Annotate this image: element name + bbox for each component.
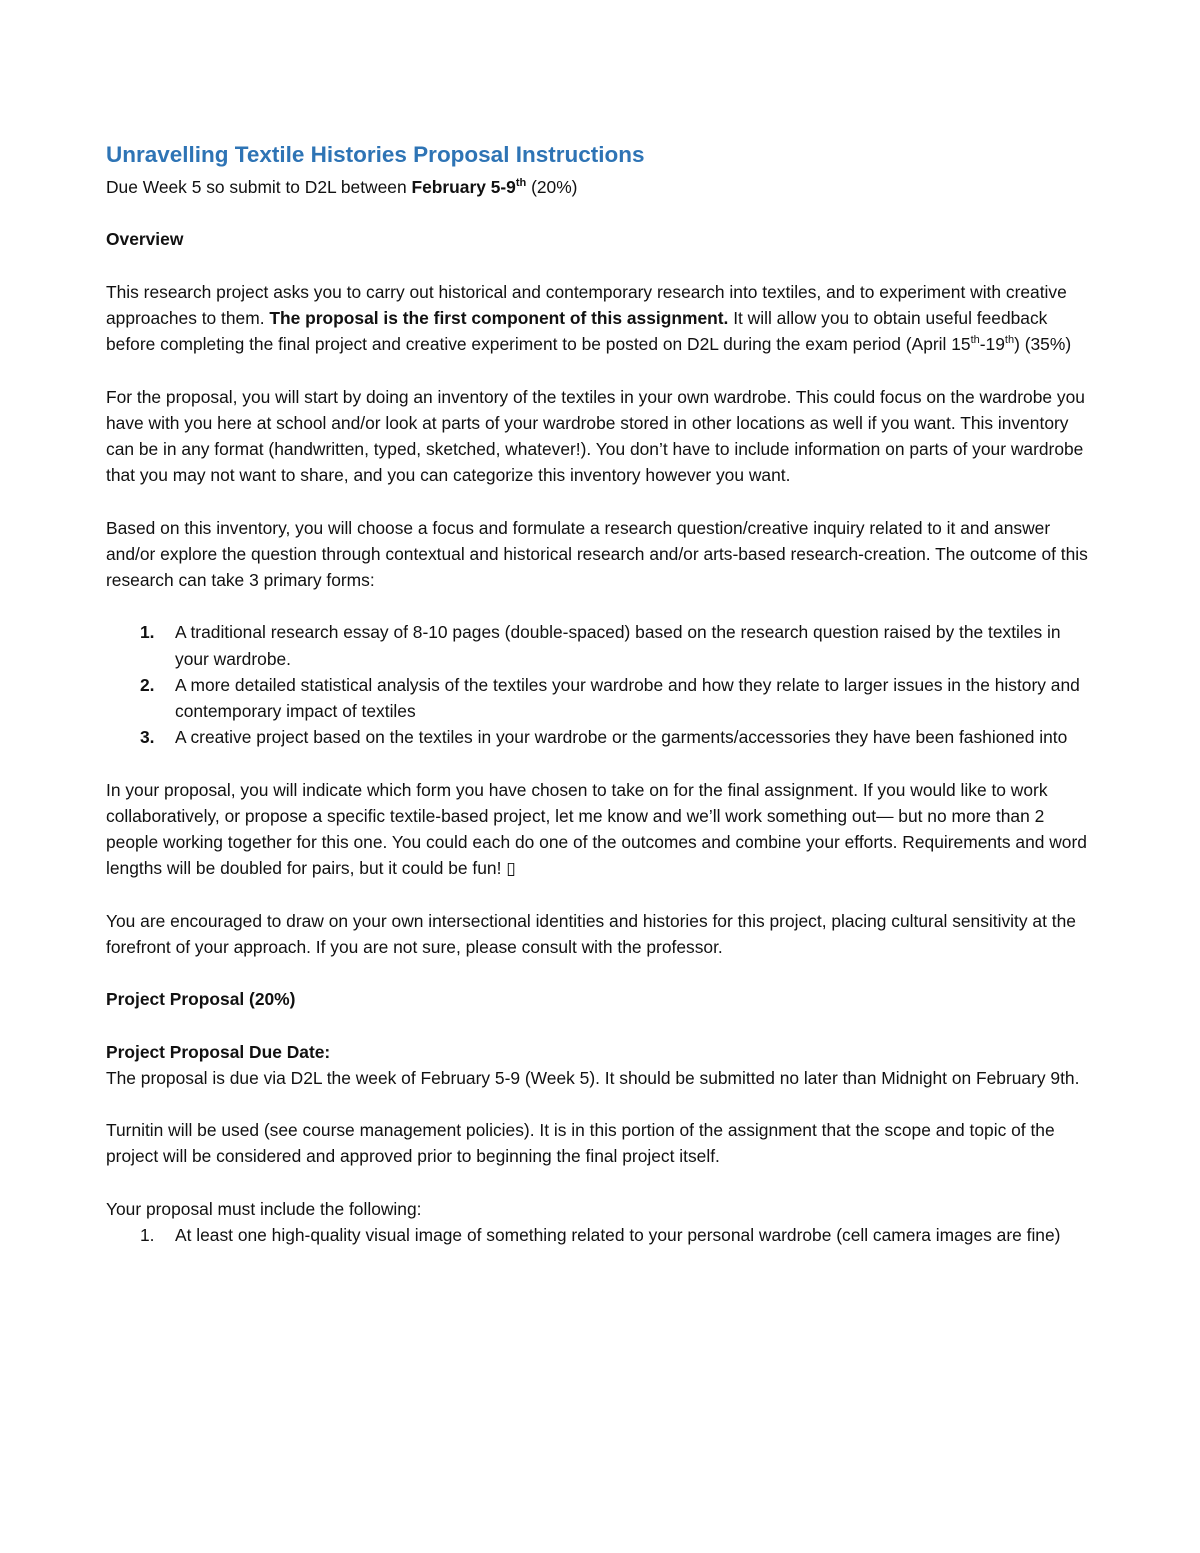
list-item — [106, 1222, 1096, 1248]
list-number: 2. — [140, 674, 155, 695]
list-text: At least one high-quality visual image of something related to your personal wardrobe (cell camera images are fine) — [175, 1224, 1061, 1245]
overview-paragraph-1: This research project asks you to carry out historical and contemporary research into textiles, and to experiment with creative approaches to them. The proposal is the first component of this assignment. It will allow you to obtain useful feedback before completing the final project and creative experiment to be posted on D2L during the exam period (April 15th-19th) (35%) — [106, 281, 1072, 355]
overview-paragraph-3: Based on this inventory, you will choose a focus and formulate a research question/creative inquiry related to it and answer and/or explore the question through contextual and historical research and/or arts-based research-creation. The outcome of this research can take 3 primary forms: — [106, 517, 1088, 590]
list-text: A creative project based on the textiles in your wardrobe or the garments/accessories they have been fashioned into — [175, 727, 1068, 748]
due-line — [106, 174, 1096, 200]
list-text: A more detailed statistical analysis of the textiles your wardrobe and how they relate to larger issues in the history and contemporary impact of textiles — [175, 674, 1080, 721]
overview-paragraph-5: You are encouraged to draw on your own intersectional identities and histories for this project, placing cultural sensitivity at the forefront of your approach. If you are not sure, please consult with the professor. — [106, 910, 1076, 957]
document-body — [106, 140, 1096, 1248]
outcome-forms-list — [106, 619, 1096, 750]
overview-paragraph-4: In your proposal, you will indicate which form you have chosen to take on for the final assignment. If you would like to work collaboratively, or propose a specific textile-based project, let me know and we’ll work something out— but no more than 2 people working together for this one. You could each do one of the outcomes and combine your efforts. Requirements and word lengths will be doubled for pairs, but it could be fun! ▯ — [106, 779, 1087, 879]
due-prefix: Due Week 5 so submit to D2L between — [106, 177, 412, 197]
overview-heading: Overview — [106, 229, 184, 250]
due-weight: (20%) — [526, 177, 578, 197]
requirements-list — [106, 1222, 1096, 1248]
project-proposal-heading: Project Proposal (20%) — [106, 989, 296, 1010]
list-number: 1. — [140, 1224, 155, 1245]
list-number: 3. — [140, 727, 155, 748]
list-item — [106, 619, 1096, 671]
list-item — [106, 672, 1096, 724]
due-date-text: The proposal is due via D2L the week of February 5-9 (Week 5). It should be submitted no later than Midnight on February 9th. — [106, 1067, 1080, 1088]
due-date: February 5-9th — [411, 177, 527, 197]
must-include-intro: Your proposal must include the following: — [106, 1198, 422, 1219]
list-number: 1. — [140, 622, 155, 643]
proposal-emphasis: The proposal is the first component of this assignment. — [269, 307, 729, 328]
list-item — [106, 724, 1096, 750]
list-text: A traditional research essay of 8-10 pages (double-spaced) based on the research question raised by the textiles in your wardrobe. — [175, 622, 1061, 669]
missing-glyph: ▯ — [506, 858, 516, 879]
turnitin-paragraph: Turnitin will be used (see course management policies). It is in this portion of the assignment that the scope and topic of the project will be considered and approved prior to beginning the final project itself. — [106, 1120, 1055, 1167]
document-title: Unravelling Textile Histories Proposal Instructions — [106, 142, 645, 167]
overview-paragraph-2: For the proposal, you will start by doing an inventory of the textiles in your own wardrobe. This could focus on the wardrobe you have with you here at school and/or look at parts of your wardrobe stored in other locations as well if you want. This inventory can be in any format (handwritten, typed, sketched, whatever!). You don’t have to include information on parts of your wardrobe that you may not want to share, and you can categorize this inventory however you want. — [106, 386, 1085, 486]
due-date-heading: Project Proposal Due Date: — [106, 1041, 331, 1062]
